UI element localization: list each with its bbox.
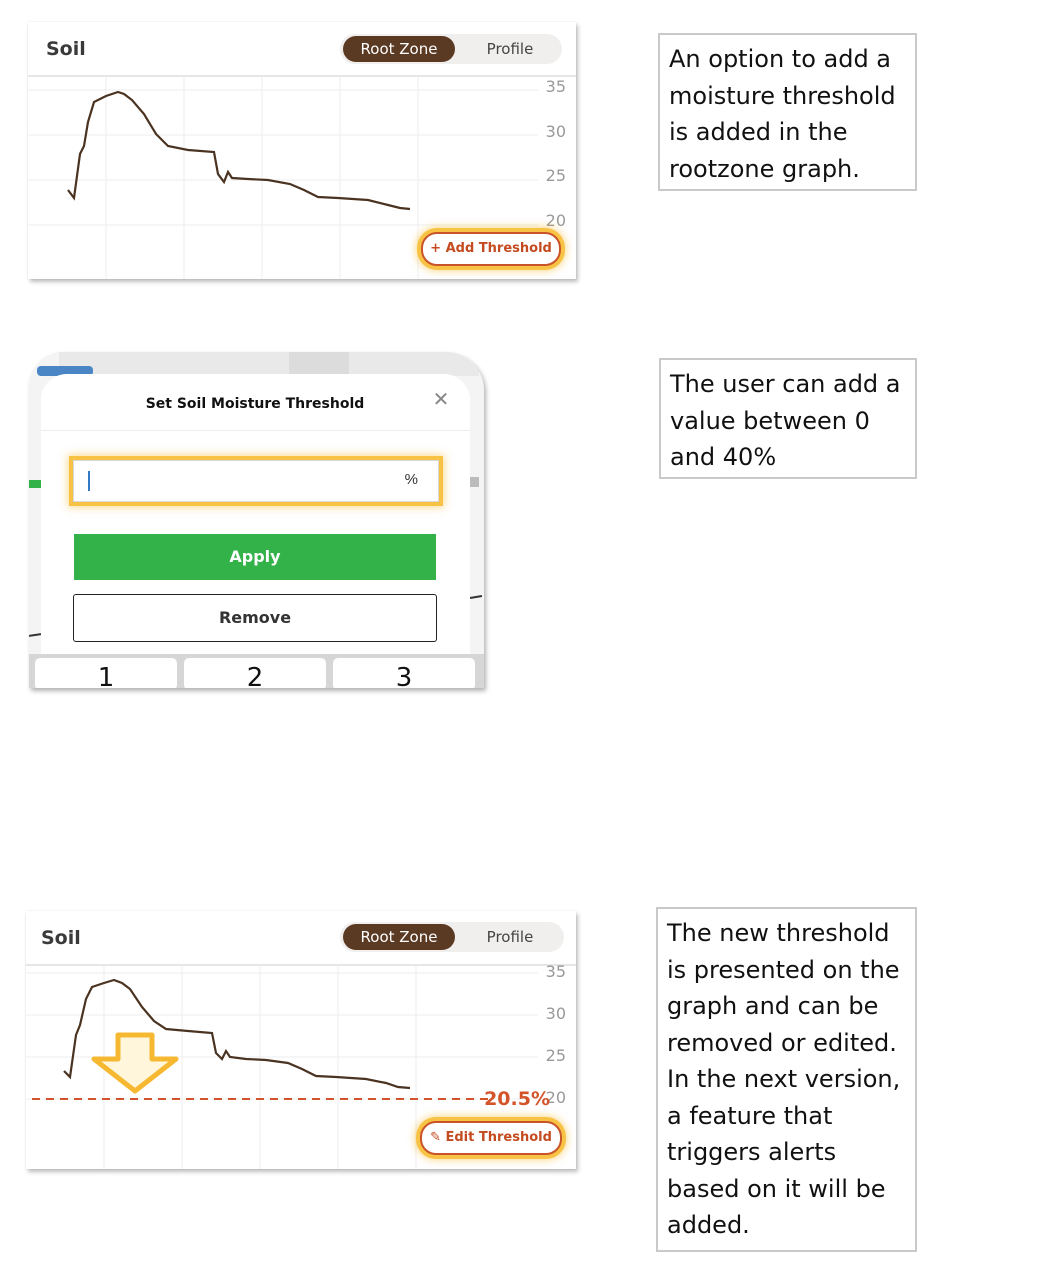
callout-add-option: An option to add a moisture threshold is added in the rootzone graph. [658, 33, 917, 191]
y-tick-30: 30 [545, 1004, 566, 1023]
moisture-line [68, 92, 410, 209]
y-tick-25: 25 [545, 1046, 566, 1065]
add-threshold-button[interactable]: + Add Threshold [421, 232, 561, 266]
view-toggle [340, 34, 562, 64]
y-tick-20: 20 [545, 1088, 566, 1107]
panel-title: Soil [46, 38, 86, 60]
remove-button[interactable]: Remove [73, 594, 437, 642]
soil-chart-panel-add [28, 22, 576, 279]
callout-threshold-shown: The new threshold is presented on the graph and can be removed or edited. In the next version, a feature that triggers alerts based on it will be added. [656, 907, 917, 1252]
tab-profile[interactable]: Profile [486, 928, 534, 946]
y-tick-30: 30 [545, 122, 566, 141]
tab-root-zone[interactable]: Root Zone [343, 924, 455, 950]
callout-value-range: The user can add a value between 0 and 40% [659, 358, 917, 479]
y-tick-25: 25 [545, 166, 566, 185]
percent-unit: % [404, 471, 418, 488]
down-arrow-icon [94, 1035, 176, 1091]
view-toggle [340, 922, 564, 952]
threshold-modal-screen [29, 352, 484, 688]
edit-threshold-label: Edit Threshold [445, 1130, 552, 1145]
panel-title: Soil [41, 927, 81, 949]
pencil-icon: ✎ [430, 1130, 441, 1145]
threshold-input-field[interactable] [73, 460, 439, 502]
threshold-input[interactable] [84, 468, 388, 494]
text-caret [88, 471, 90, 491]
key-3[interactable]: 3 [333, 658, 475, 688]
y-tick-35: 35 [545, 77, 566, 96]
tab-profile[interactable]: Profile [486, 40, 534, 58]
tab-root-zone[interactable]: Root Zone [343, 36, 455, 62]
close-icon[interactable]: ✕ [432, 389, 450, 411]
dialog-title: Set Soil Moisture Threshold [145, 396, 365, 412]
key-2[interactable]: 2 [184, 658, 326, 688]
threshold-value-label: 20.5% [484, 1088, 550, 1110]
soil-chart-panel-edit [26, 911, 576, 1169]
threshold-dialog [41, 374, 470, 674]
apply-button[interactable]: Apply [74, 534, 436, 580]
y-tick-35: 35 [545, 962, 566, 981]
numeric-keypad [29, 654, 484, 688]
y-tick-20: 20 [545, 211, 566, 230]
key-1[interactable]: 1 [35, 658, 177, 688]
edit-threshold-button[interactable] [420, 1121, 562, 1155]
